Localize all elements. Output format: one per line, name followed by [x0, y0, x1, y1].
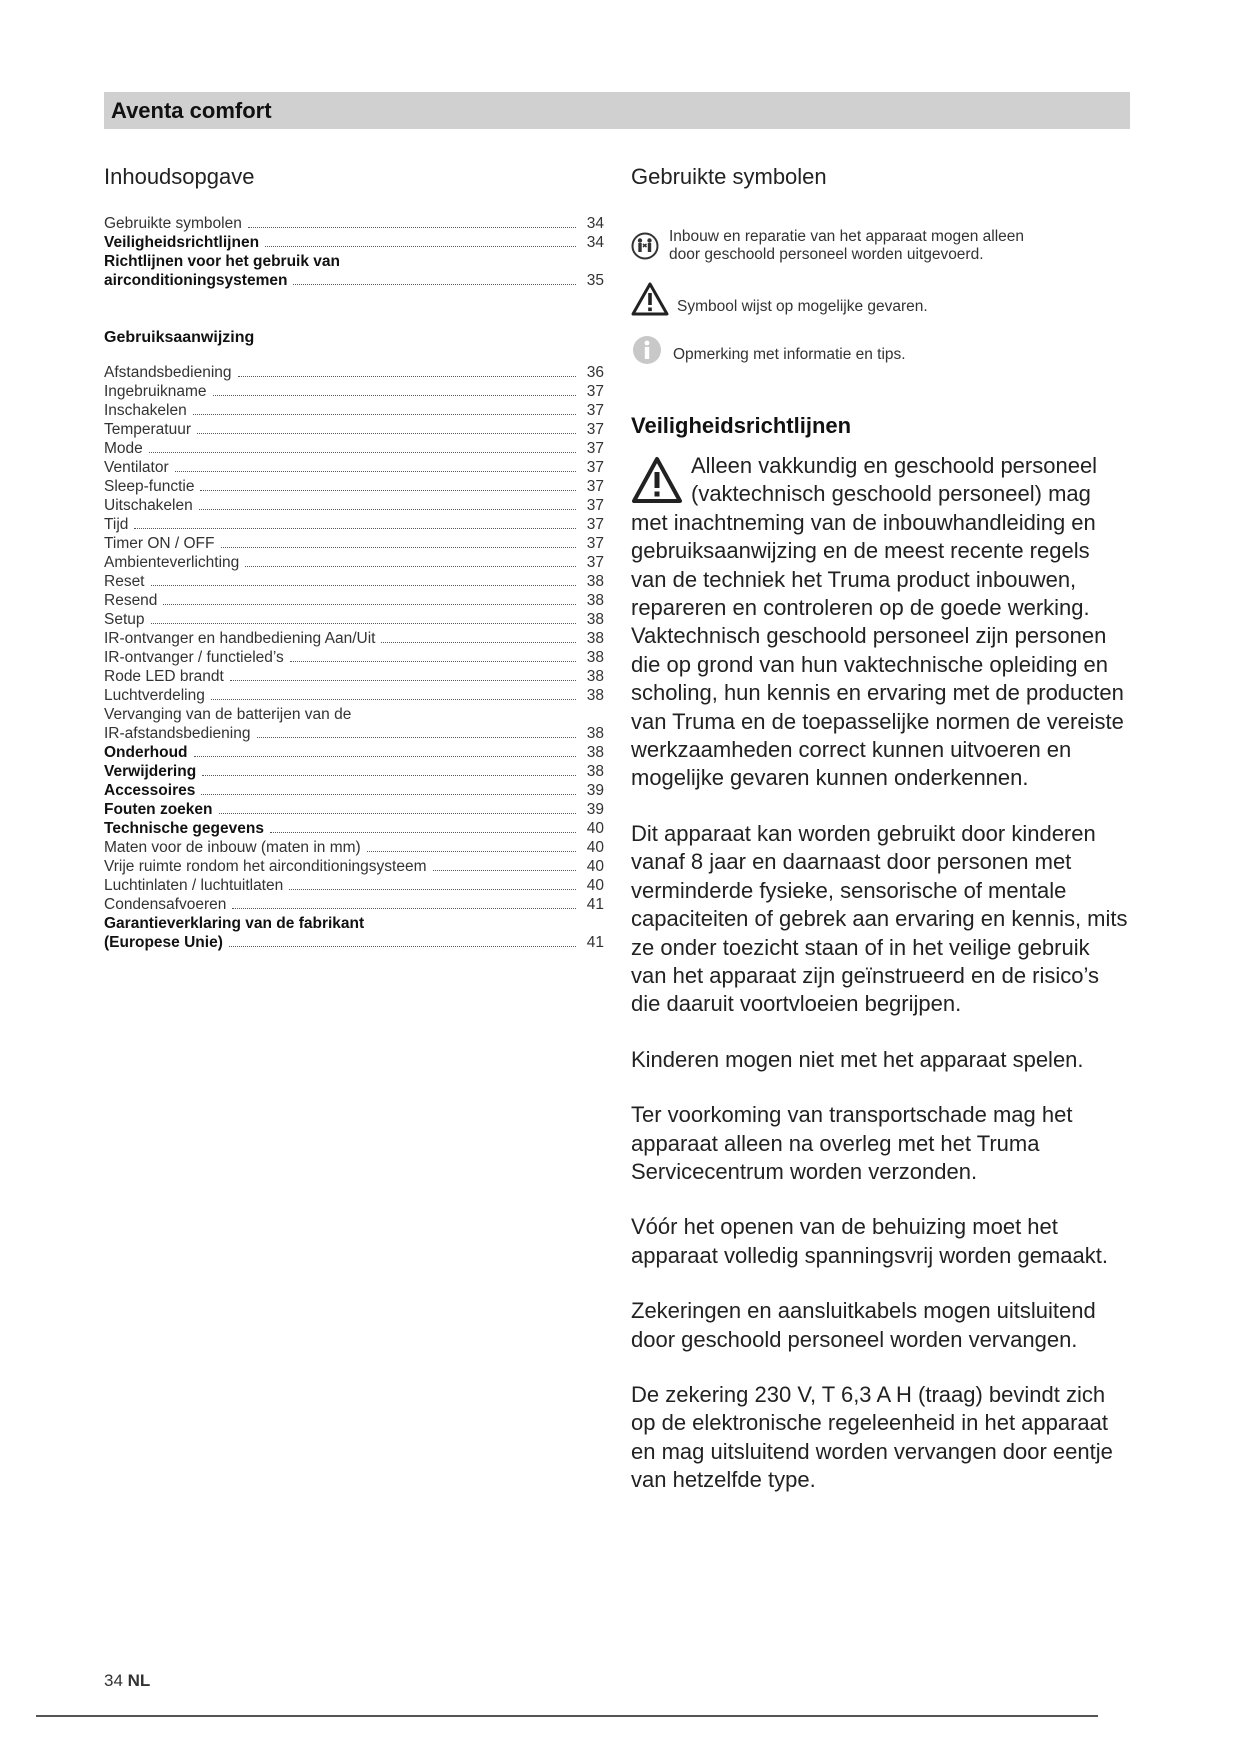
symbol-wrench-text-line1: Inbouw en reparatie van het apparaat mogen alleen	[669, 228, 1025, 245]
toc-entry-label: Accessoires	[104, 782, 196, 799]
toc-dot-leader	[270, 832, 576, 833]
toc-dot-leader	[289, 889, 576, 890]
toc-entry-page: 39	[586, 801, 604, 818]
toc-entry-page: 37	[586, 402, 604, 419]
toc-dot-leader	[213, 395, 576, 396]
document-title: Aventa comfort	[111, 98, 272, 123]
toc-dot-leader	[381, 642, 576, 643]
toc-entry-label: Afstandsbediening	[104, 364, 232, 381]
toc-entry-page: 38	[586, 668, 604, 685]
warning-icon	[631, 282, 669, 316]
symbol-info-row	[631, 334, 1131, 366]
toc-entry-label: Reset	[104, 573, 145, 590]
toc-entry-label: (Europese Unie)	[104, 934, 223, 951]
toc-entry-label: Mode	[104, 440, 143, 457]
toc-entry	[104, 819, 604, 838]
toc-dot-leader	[175, 471, 576, 472]
toc-entry-page: 38	[586, 611, 604, 628]
toc-entry-label: Setup	[104, 611, 145, 628]
toc-entry-page: 37	[586, 554, 604, 571]
toc-entry	[104, 686, 604, 705]
toc-entry	[104, 496, 604, 515]
toc-entry	[104, 233, 604, 252]
toc-entry-label: Ambienteverlichting	[104, 554, 240, 571]
page-footer	[104, 1671, 150, 1691]
toc-dot-leader	[151, 623, 576, 624]
symbol-warning-text: Symbool wijst op mogelijke gevaren.	[677, 298, 928, 315]
toc-entry-page: 39	[586, 782, 604, 799]
toc-entry-page: 38	[586, 649, 604, 666]
toc-entry-page: 35	[586, 272, 604, 289]
content-column	[631, 162, 1131, 1495]
toc-dot-leader	[290, 661, 576, 662]
toc-dot-leader	[367, 851, 576, 852]
safety-paragraph-2: Dit apparaat kan worden gebruikt door kinderen vanaf 8 jaar en daarnaast door personen met verminderde fysieke, sensorische of mentale capaciteiten of gebrek aan ervaring en kennis, mits ze onder toezicht staan of in het veilige gebruik van het apparaat zijn geïnstrueerd en de risico’s die daaruit voortvloeien begrijpen.	[631, 820, 1128, 1017]
toc-entry	[104, 629, 604, 648]
toc-title: Inhoudsopgave	[104, 164, 255, 189]
toc-entry	[104, 800, 604, 819]
toc-entry-label: Timer ON / OFF	[104, 535, 215, 552]
toc-entry-label: Veiligheidsrichtlijnen	[104, 234, 260, 251]
toc-entry-page: 36	[586, 364, 604, 381]
toc-dot-leader	[219, 813, 576, 814]
toc-entry	[104, 515, 604, 534]
toc-entry	[104, 724, 604, 743]
toc-entry-page: 37	[586, 497, 604, 514]
symbol-wrench-row	[631, 228, 1131, 264]
toc-entry	[104, 439, 604, 458]
toc-dot-leader	[149, 452, 576, 453]
toc-entry	[104, 705, 604, 724]
toc-entry-label: Resend	[104, 592, 158, 609]
toc-entry-label: Richtlijnen voor het gebruik van	[104, 253, 340, 270]
toc-entry	[104, 591, 604, 610]
toc-dot-leader	[232, 908, 576, 909]
toc-entry	[104, 838, 604, 857]
toc-dot-leader	[201, 794, 576, 795]
toc-entry-page: 37	[586, 440, 604, 457]
toc-entry	[104, 271, 604, 290]
language-code: NL	[127, 1671, 151, 1690]
toc-entry	[104, 781, 604, 800]
toc-entry	[104, 572, 604, 591]
toc-entry	[104, 214, 604, 233]
toc-entry-page: 38	[586, 687, 604, 704]
toc-dot-leader	[238, 376, 576, 377]
toc-entry-page: 41	[586, 934, 604, 951]
toc-entry-label: Uitschakelen	[104, 497, 193, 514]
toc-entry-label: Vrije ruimte rondom het airconditioningsysteem	[104, 858, 427, 875]
toc-entry	[104, 363, 604, 382]
toc-entry-label: Luchtinlaten / luchtuitlaten	[104, 877, 284, 894]
toc-list-usage	[104, 363, 604, 952]
toc-dot-leader	[293, 284, 576, 285]
toc-entry-page: 37	[586, 383, 604, 400]
symbol-info-text: Opmerking met informatie en tips.	[673, 346, 906, 363]
toc-subheading: Gebruiksaanwijzing	[104, 329, 255, 346]
toc-entry-page: 38	[586, 725, 604, 742]
toc-dot-leader	[257, 737, 577, 738]
toc-entry-label: IR-ontvanger / functieled’s	[104, 649, 284, 666]
toc-entry-page: 40	[586, 839, 604, 856]
toc-entry-label: Verwijdering	[104, 763, 197, 780]
toc-entry-label: Gebruikte symbolen	[104, 215, 242, 232]
toc-entry-label: Vervanging van de batterijen van de	[104, 706, 352, 723]
toc-entry-page: 38	[586, 763, 604, 780]
toc-entry-page: 38	[586, 630, 604, 647]
symbol-warning-row	[631, 282, 1131, 316]
symbol-wrench-text-line2: door geschoold personeel worden uitgevoerd.	[669, 246, 984, 263]
toc-entry-page: 38	[586, 573, 604, 590]
toc-entry	[104, 876, 604, 895]
toc-entry-label: Onderhoud	[104, 744, 188, 761]
toc-entry-page: 41	[586, 896, 604, 913]
safety-title: Veiligheidsrichtlijnen	[631, 413, 852, 438]
toc-entry-page: 34	[586, 215, 604, 232]
toc-entry	[104, 401, 604, 420]
toc-dot-leader	[248, 227, 576, 228]
toc-entry	[104, 382, 604, 401]
technician-icon	[631, 232, 659, 260]
toc-entry-label: Fouten zoeken	[104, 801, 213, 818]
toc-dot-leader	[193, 414, 576, 415]
toc-entry-page: 34	[586, 234, 604, 251]
toc-dot-leader	[433, 870, 577, 871]
toc-dot-leader	[202, 775, 576, 776]
toc-entry	[104, 933, 604, 952]
header-bar	[104, 92, 1130, 129]
toc-dot-leader	[221, 547, 577, 548]
toc-entry-page: 37	[586, 535, 604, 552]
toc-entry-page: 37	[586, 459, 604, 476]
safety-paragraph-3: Kinderen mogen niet met het apparaat spelen.	[631, 1046, 1084, 1072]
toc-entry-label: Technische gegevens	[104, 820, 264, 837]
toc-entry-label: Inschakelen	[104, 402, 187, 419]
toc-entry-label: Ventilator	[104, 459, 169, 476]
safety-paragraph-5: Vóór het openen van de behuizing moet het apparaat volledig spanningsvrij worden gemaakt.	[631, 1214, 1108, 1268]
toc-dot-leader	[211, 699, 576, 700]
toc-entry-label: Temperatuur	[104, 421, 192, 438]
info-icon	[631, 334, 663, 366]
toc-entry-label: IR-afstandsbediening	[104, 725, 251, 742]
toc-entry	[104, 458, 604, 477]
toc-entry	[104, 610, 604, 629]
toc-entry	[104, 553, 604, 572]
toc-entry-label: Garantieverklaring van de fabrikant	[104, 915, 365, 932]
toc-entry	[104, 857, 604, 876]
toc-dot-leader	[163, 604, 576, 605]
safety-paragraph-1: Alleen vakkundig en geschoold personeel (vaktechnisch geschoold personeel) mag met inachtneming van de inbouwhandleiding en gebruiksaanwijzing en de meest recente regels van de techniek het Truma product inbouwen, repareren en controleren op de goede werking. Vaktechnisch geschoold personeel zijn personen die op grond van hun vaktechnische opleiding en scholing, hun kennis en ervaring met de producten van Truma en de toepasselijke normen de vereiste werkzaamheden correct kunnen uitvoeren en mogelijke gevaren kunnen onderkennen.	[631, 453, 1124, 791]
toc-dot-leader	[245, 566, 576, 567]
toc-entry-label: Ingebruikname	[104, 383, 207, 400]
toc-entry-page: 37	[586, 478, 604, 495]
safety-paragraph-7: De zekering 230 V, T 6,3 A H (traag) bevindt zich op de elektronische regeleenheid in het apparaat en mag uitsluitend worden vervangen door eentje van hetzelfde type.	[631, 1381, 1113, 1493]
page-number: 34	[104, 1671, 123, 1690]
toc-entry	[104, 762, 604, 781]
toc-list-general	[104, 214, 604, 290]
toc-entry-page: 38	[586, 744, 604, 761]
toc-entry-label: Tijd	[104, 516, 129, 533]
toc-entry-label: Luchtverdeling	[104, 687, 205, 704]
toc-entry	[104, 648, 604, 667]
toc-dot-leader	[134, 528, 576, 529]
toc-entry	[104, 914, 604, 933]
toc-entry-page: 37	[586, 421, 604, 438]
toc-dot-leader	[197, 433, 576, 434]
toc-entry	[104, 420, 604, 439]
toc-column	[104, 162, 604, 952]
toc-entry-page: 40	[586, 877, 604, 894]
toc-entry	[104, 477, 604, 496]
safety-paragraph-6: Zekeringen en aansluitkabels mogen uitsluitend door geschoold personeel worden vervangen.	[631, 1298, 1096, 1352]
toc-dot-leader	[229, 946, 576, 947]
toc-dot-leader	[230, 680, 576, 681]
toc-entry-page: 40	[586, 858, 604, 875]
footer-divider	[36, 1715, 1098, 1717]
warning-icon-inline	[631, 456, 683, 504]
toc-entry-page: 38	[586, 592, 604, 609]
toc-entry-page: 40	[586, 820, 604, 837]
toc-dot-leader	[265, 246, 576, 247]
toc-dot-leader	[200, 490, 576, 491]
toc-entry	[104, 534, 604, 553]
toc-dot-leader	[151, 585, 577, 586]
toc-entry	[104, 895, 604, 914]
toc-entry-label: IR-ontvanger en handbediening Aan/Uit	[104, 630, 376, 647]
toc-entry-page: 37	[586, 516, 604, 533]
toc-entry-label: Condensafvoeren	[104, 896, 227, 913]
toc-entry	[104, 667, 604, 686]
safety-paragraph-4: Ter voorkoming van transportschade mag het apparaat alleen na overleg met het Truma Servicecentrum worden verzonden.	[631, 1102, 1073, 1184]
toc-entry-label: airconditioningsystemen	[104, 272, 288, 289]
toc-entry	[104, 252, 604, 271]
toc-dot-leader	[199, 509, 576, 510]
toc-entry-label: Rode LED brandt	[104, 668, 224, 685]
symbols-title: Gebruikte symbolen	[631, 164, 827, 189]
toc-entry	[104, 743, 604, 762]
toc-entry-label: Sleep-functie	[104, 478, 195, 495]
toc-dot-leader	[194, 756, 576, 757]
toc-entry-label: Maten voor de inbouw (maten in mm)	[104, 839, 361, 856]
